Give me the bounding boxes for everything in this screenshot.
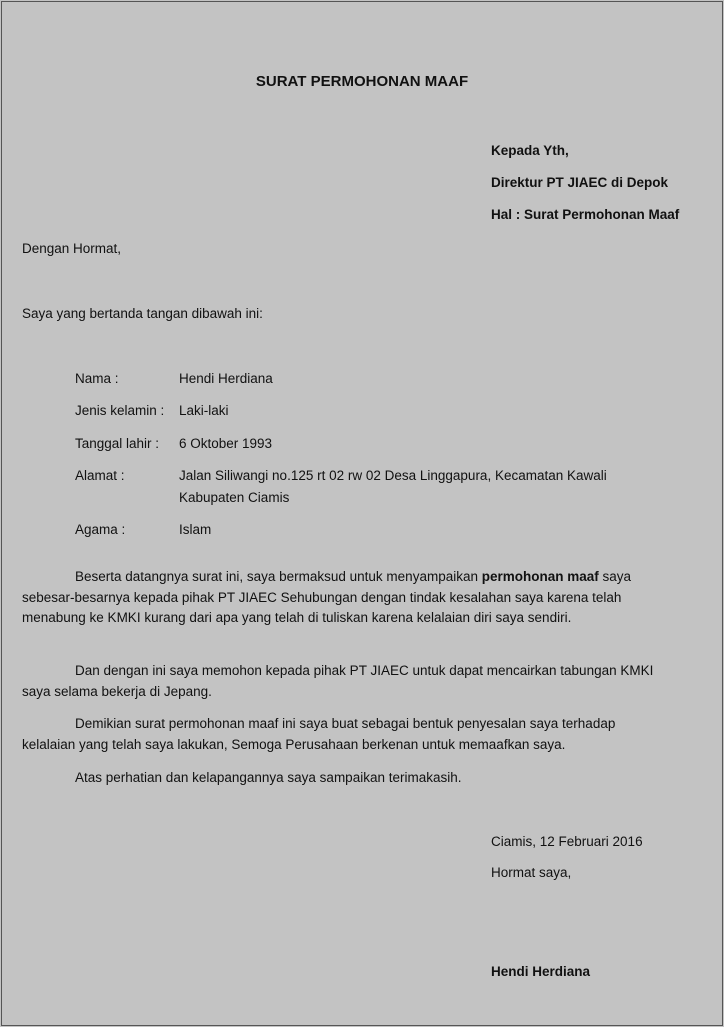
greeting: Dengan Hormat, — [22, 241, 122, 256]
dob-value: 6 Oktober 1993 — [179, 436, 273, 451]
gender-label: Jenis kelamin : — [75, 403, 165, 418]
place-date: Ciamis, 12 Februari 2016 — [491, 834, 643, 849]
letter-page — [1, 1, 723, 1026]
body-paragraph-4 — [22, 768, 662, 789]
p1-bold-phrase: permohonan maaf — [481, 569, 599, 584]
body-paragraph-2 — [22, 661, 662, 702]
address-label: Alamat : — [75, 468, 125, 483]
dob-label: Tanggal lahir : — [75, 436, 160, 451]
p3-text: Demikian surat permohonan maaf ini saya buat sebagai bentuk penyesalan saya terhadap kelalaian yang telah saya lakukan, Semoga Perusahaan berkenan untuk memaafkan saya. — [22, 716, 616, 752]
religion-value: Islam — [179, 522, 212, 537]
body-paragraph-1 — [22, 567, 662, 629]
religion-label: Agama : — [75, 522, 126, 537]
subject-line: Hal : Surat Permohonan Maaf — [491, 207, 680, 222]
gender-value: Laki-laki — [179, 403, 229, 418]
recipient-line-1: Kepada Yth, — [491, 143, 569, 158]
p2-text: Dan dengan ini saya memohon kepada pihak PT JIAEC untuk dapat mencairkan tabungan KMKI saya selama bekerja di Jepang. — [22, 663, 654, 699]
letter-title: SURAT PERMOHONAN MAAF — [255, 73, 469, 90]
body-paragraph-3 — [22, 714, 662, 755]
p1-start: Beserta datangnya surat ini, saya bermaksud untuk menyampaikan — [75, 569, 478, 584]
p1-end: saya sebesar-besarnya kepada pihak PT JIAEC Sehubungan dengan tindak kesalahan saya karena telah menabung ke KMKI kurang dari apa yang telah di tuliskan karena kelalaian diri saya sendiri. — [22, 569, 632, 625]
address-line-1: Jalan Siliwangi no.125 rt 02 rw 02 Desa Linggapura, Kecamatan Kawali — [179, 468, 607, 483]
name-label: Nama : — [75, 371, 119, 386]
address-line-2: Kabupaten Ciamis — [179, 490, 290, 505]
intro-text: Saya yang bertanda tangan dibawah ini: — [22, 306, 263, 321]
regards: Hormat saya, — [491, 865, 572, 880]
name-value: Hendi Herdiana — [179, 371, 273, 386]
signer-name: Hendi Herdiana — [491, 964, 591, 979]
p4-text: Atas perhatian dan kelapangannya saya sampaikan terimakasih. — [75, 770, 462, 785]
recipient-line-2: Direktur PT JIAEC di Depok — [491, 175, 669, 190]
